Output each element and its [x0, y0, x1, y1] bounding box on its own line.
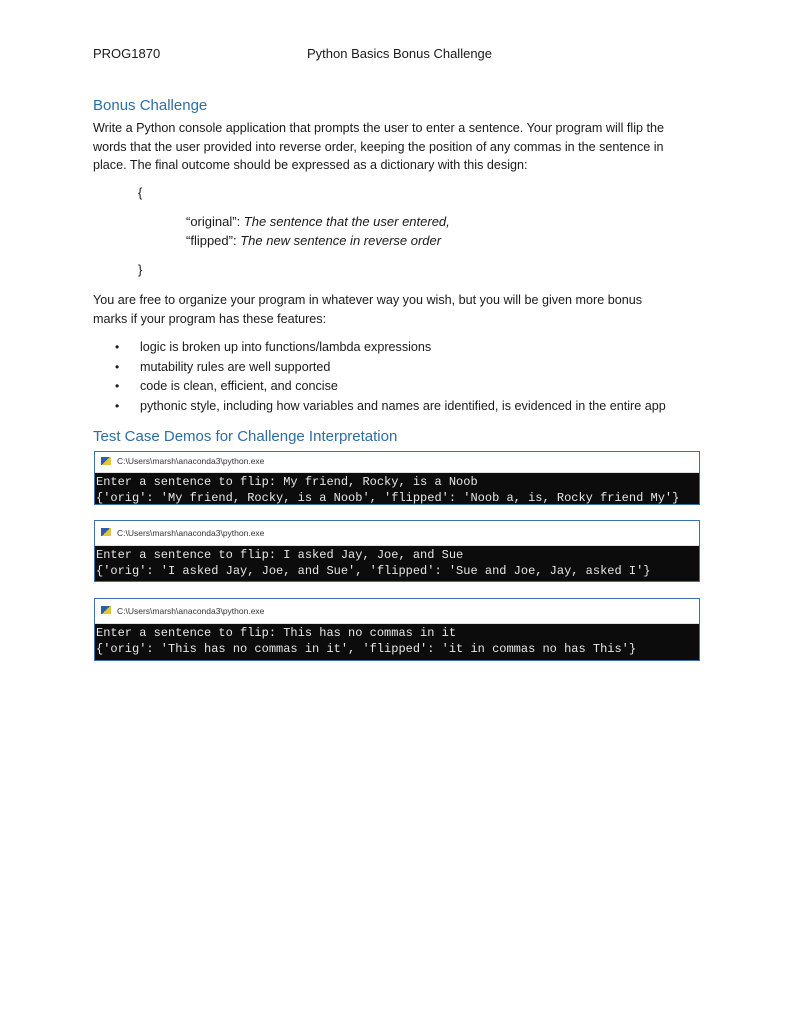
bullet-icon: • [115, 379, 120, 393]
bullet-icon: • [115, 359, 120, 374]
python-icon [101, 457, 111, 465]
console-screenshot-3 [94, 598, 700, 661]
console-title: C:\Users\marsh\anaconda3\python.exe [117, 456, 265, 466]
intro-line: place. The final outcome should be expressed as a dictionary with this design: [93, 158, 528, 173]
header-document-title: Python Basics Bonus Challenge [307, 46, 493, 61]
bullet-icon: • [115, 340, 120, 354]
intro-paragraph [93, 119, 703, 175]
section-heading-bonus-challenge: Bonus Challenge [93, 97, 208, 114]
list-item [93, 358, 733, 378]
python-icon [101, 606, 111, 614]
console-line: Enter a sentence to flip: My friend, Rocky, is a Noob [96, 475, 478, 489]
console-line: Enter a sentence to flip: I asked Jay, Joe, and Sue [96, 548, 464, 562]
dict-key: “flipped”: [186, 233, 241, 248]
console-output [95, 624, 699, 659]
console-line: {'orig': 'My friend, Rocky, is a Noob', 'flipped': 'Noob a, is, Rocky friend My'} [96, 491, 680, 505]
console-output [95, 546, 699, 581]
console-line: Enter a sentence to flip: This has no commas in it [96, 626, 457, 640]
marks-line: You are free to organize your program in whatever way you wish, but you will be given more bonus [93, 293, 643, 307]
intro-line: words that the user provided into reverse order, keeping the position of any commas in the sentence in [93, 139, 664, 154]
console-title: C:\Users\marsh\anaconda3\python.exe [117, 528, 265, 538]
feature-text: code is clean, efficient, and concise [140, 379, 338, 393]
bullet-icon: • [115, 398, 120, 413]
feature-text: logic is broken up into functions/lambda expressions [140, 340, 432, 354]
dict-value: The new sentence in reverse order [240, 233, 442, 248]
list-item [93, 338, 733, 358]
dict-key: “original”: [186, 214, 244, 229]
header-course-code: PROG1870 [93, 46, 161, 61]
dict-close-brace: } [138, 262, 143, 277]
marks-line: marks if your program has these features: [93, 311, 327, 326]
dict-entry-original [186, 214, 450, 229]
section-heading-test-cases: Test Case Demos for Challenge Interpretation [93, 428, 398, 445]
console-titlebar [95, 599, 699, 624]
console-titlebar [95, 452, 699, 473]
feature-text: pythonic style, including how variables and names are identified, is evidenced in the entire app [140, 398, 666, 413]
console-line: {'orig': 'This has no commas in it', 'flipped': 'it in commas no has This'} [96, 642, 637, 656]
dict-open-brace: { [138, 185, 143, 200]
dict-entry-flipped [186, 233, 441, 248]
list-item [93, 377, 733, 397]
dict-value: The sentence that the user entered, [243, 214, 450, 229]
console-line: {'orig': 'I asked Jay, Joe, and Sue', 'flipped': 'Sue and Joe, Jay, asked I'} [96, 564, 651, 578]
list-item [93, 397, 733, 417]
features-list [93, 338, 733, 416]
intro-line: Write a Python console application that prompts the user to enter a sentence. Your program will flip the [93, 121, 665, 135]
python-icon [101, 528, 111, 536]
feature-text: mutability rules are well supported [140, 359, 331, 374]
console-screenshot-2 [94, 520, 700, 582]
marks-paragraph [93, 291, 703, 328]
console-titlebar [95, 521, 699, 546]
console-title: C:\Users\marsh\anaconda3\python.exe [117, 606, 265, 616]
console-output [95, 473, 699, 508]
console-screenshot-1 [94, 451, 700, 505]
